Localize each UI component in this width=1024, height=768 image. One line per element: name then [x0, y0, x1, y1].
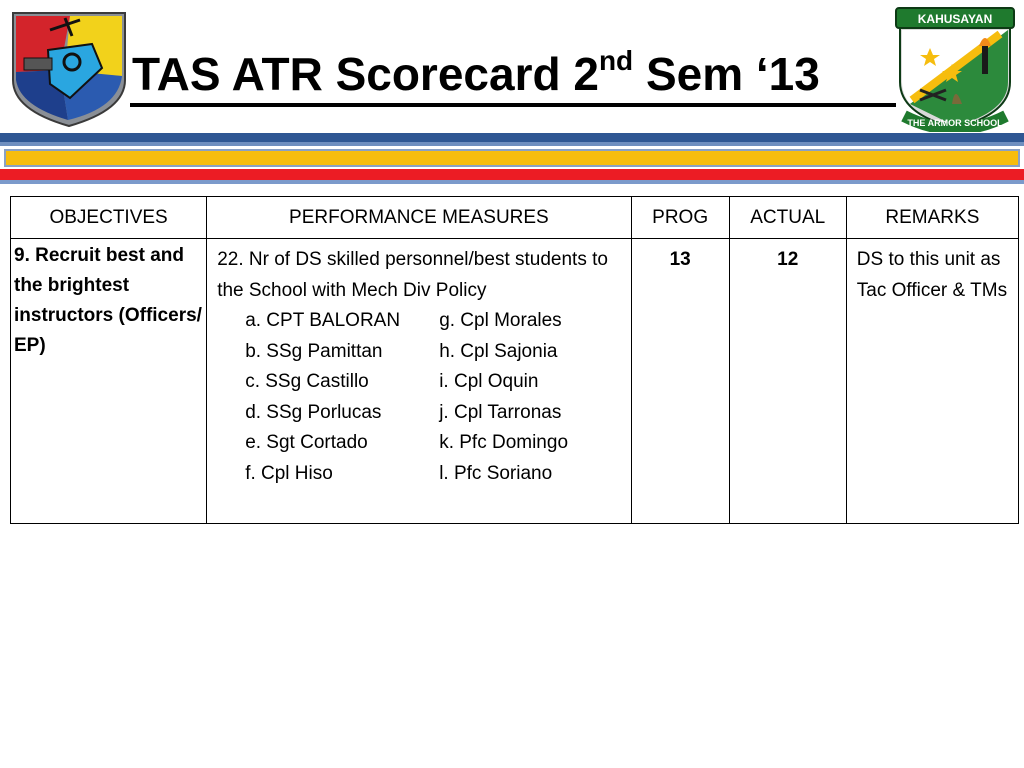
measure-text: 22. Nr of DS skilled personnel/best students to the School with Mech Div Policy	[217, 249, 608, 301]
header-band-blue-light	[0, 142, 1024, 146]
header-band-blue-bottom	[0, 180, 1024, 184]
objective-cell: 9. Recruit best and the brightest instructors (Officers/ EP)	[11, 239, 207, 524]
personnel-name: f. Cpl Hiso	[245, 462, 333, 484]
header-band-red	[0, 169, 1024, 180]
personnel-name: e. Sgt Cortado	[245, 432, 368, 453]
header-objectives: OBJECTIVES	[11, 197, 207, 239]
personnel-name: j. Cpl Tarronas	[439, 401, 562, 423]
header-actual: ACTUAL	[729, 197, 846, 239]
performance-measure-cell	[207, 239, 631, 524]
logo-bottom-text: THE ARMOR SCHOOL	[907, 118, 1003, 128]
page-title: TAS ATR Scorecard 2nd Sem ‘13	[132, 45, 820, 100]
personnel-list	[217, 306, 622, 489]
personnel-name: h. Cpl Sajonia	[439, 340, 558, 362]
header-prog: PROG	[631, 197, 729, 239]
prog-value: 13	[631, 239, 729, 524]
actual-value: 12	[729, 239, 846, 524]
title-underline	[130, 103, 896, 107]
personnel-name: k. Pfc Domingo	[439, 432, 569, 453]
header-performance-measures: PERFORMANCE MEASURES	[207, 197, 631, 239]
armor-school-shield-icon	[890, 4, 1020, 132]
personnel-name: l. Pfc Soriano	[439, 462, 553, 484]
table-header-row	[11, 197, 1019, 239]
header-band-blue	[0, 133, 1024, 142]
scorecard-table	[10, 196, 1019, 524]
table-row	[11, 239, 1019, 524]
personnel-name: c. SSg Castillo	[245, 371, 369, 392]
personnel-name: b. SSg Pamittan	[245, 340, 383, 362]
personnel-name: i. Cpl Oquin	[439, 371, 539, 392]
header-band-gold	[4, 149, 1020, 167]
unit-shield-emblem-icon	[10, 10, 128, 128]
logo-top-text: KAHUSAYAN	[917, 12, 993, 26]
remarks-cell: DS to this unit as Tac Officer & TMs	[846, 239, 1018, 524]
personnel-name: a. CPT BALORAN	[245, 310, 401, 331]
personnel-name: g. Cpl Morales	[439, 310, 562, 331]
header-remarks: REMARKS	[846, 197, 1018, 239]
personnel-name: d. SSg Porlucas	[245, 401, 382, 423]
